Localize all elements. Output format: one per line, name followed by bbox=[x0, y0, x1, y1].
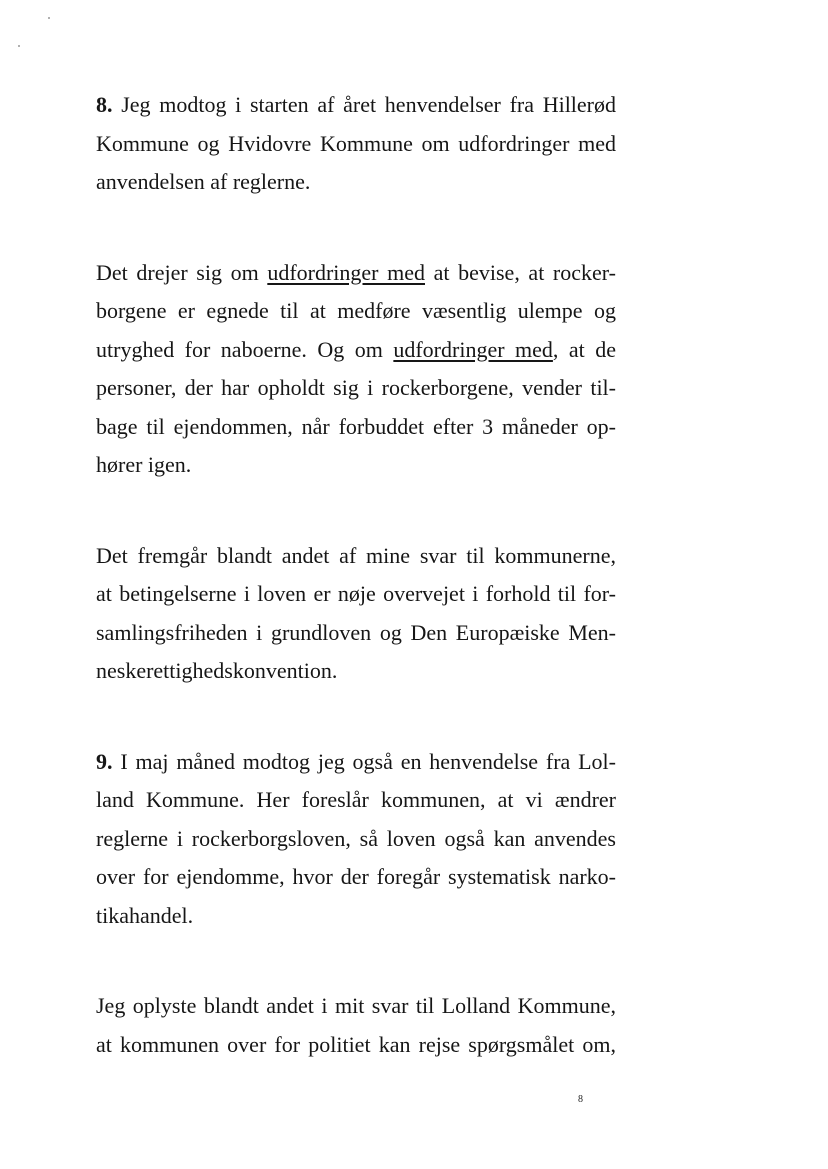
scan-speck bbox=[48, 17, 50, 19]
text-line: tikahandel. bbox=[96, 902, 194, 928]
text-line: 9. I maj måned modtog jeg også en henvendelse fra Lol- bbox=[96, 748, 616, 774]
text-line: borgene er egnede til at medføre væsentlig ulempe og bbox=[96, 298, 616, 323]
text-line: at betingelserne i loven er nøje overvejet i forhold til for- bbox=[96, 581, 616, 606]
scan-speck bbox=[18, 45, 20, 47]
text-line: Det fremgår blandt andet af mine svar til kommunerne, bbox=[96, 542, 616, 568]
text-line: Det drejer sig om udfordringer med at bevise, at rocker- bbox=[96, 259, 616, 285]
paragraph-answers bbox=[96, 537, 616, 691]
text-line: neskerettighedskonvention. bbox=[96, 658, 338, 683]
text-line: personer, der har opholdt sig i rockerborgene, vender til- bbox=[96, 375, 616, 400]
text-line: hører igen. bbox=[96, 452, 192, 477]
paragraph-number: 9. bbox=[96, 748, 113, 774]
text-line: samlingsfriheden i grundloven og Den Europæiske Men- bbox=[96, 619, 616, 645]
document-body bbox=[96, 86, 616, 1116]
paragraph-reply-lolland bbox=[96, 987, 616, 1064]
underlined-phrase: udfordringer med bbox=[267, 259, 425, 285]
underlined-phrase: udfordringer med bbox=[393, 336, 553, 362]
text-line: Jeg oplyste blandt andet i mit svar til Lolland Kommune, bbox=[96, 993, 616, 1018]
text-line: 8. Jeg modtog i starten af året henvendelser fra Hillerød bbox=[96, 92, 616, 117]
paragraph-number: 8. bbox=[96, 92, 113, 117]
paragraph-8 bbox=[96, 86, 616, 202]
text-line: bage til ejendommen, når forbuddet efter 3 måneder op- bbox=[96, 413, 616, 439]
text-line: over for ejendomme, hvor der foregår systematisk narko- bbox=[96, 864, 616, 889]
text-line: land Kommune. Her foreslår kommunen, at vi ændrer bbox=[96, 787, 616, 812]
text-line: reglerne i rockerborgsloven, så loven også kan anvendes bbox=[96, 825, 616, 851]
paragraph-challenges bbox=[96, 254, 616, 485]
paragraph-9 bbox=[96, 743, 616, 936]
text-line: utryghed for naboerne. Og om udfordringer med, at de bbox=[96, 336, 616, 362]
page-number: 8 bbox=[578, 1094, 583, 1105]
text-line: Kommune og Hvidovre Kommune om udfordringer med bbox=[96, 130, 616, 156]
text-line: anvendelsen af reglerne. bbox=[96, 169, 311, 194]
text-line: at kommunen over for politiet kan rejse spørgsmålet om, bbox=[96, 1031, 616, 1057]
